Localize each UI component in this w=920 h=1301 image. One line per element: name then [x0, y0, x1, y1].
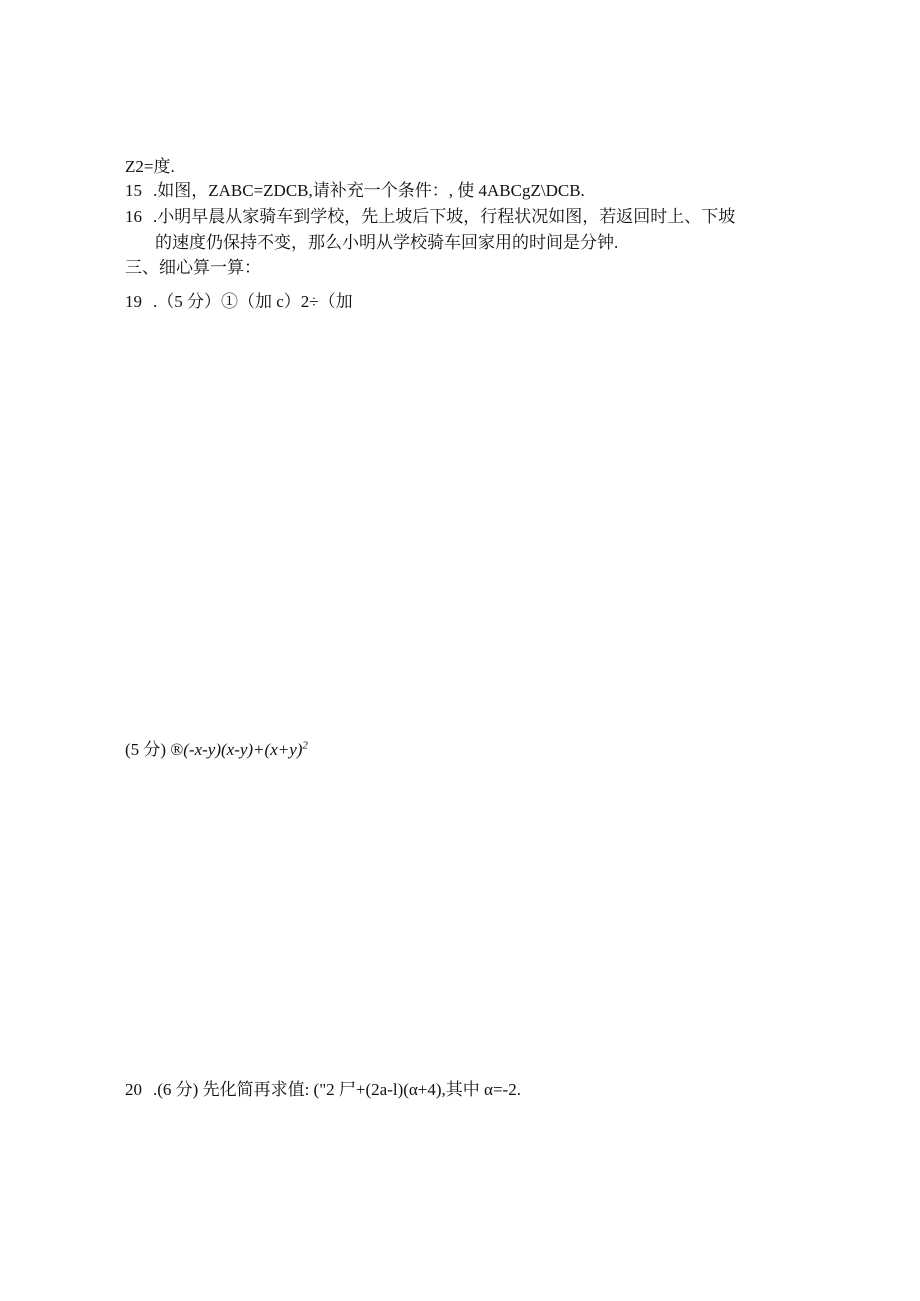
question-20-text: .(6 分) 先化简再求值: ("2 尸+(2a-l)(α+4),其中 α=-2. [153, 1080, 521, 1099]
question-16-line-2 [155, 232, 618, 254]
question-16-line-1 [125, 206, 735, 228]
question-16-text-2: 的速度仍保持不变，那么小明从学校骑车回家用的时间是分钟. [155, 233, 619, 252]
question-19-part-2 [125, 739, 308, 761]
q14-tail-text: Z2=度. [125, 157, 175, 176]
question-19-part-1-text: .（5 分）①（加 c）2÷（加 [153, 292, 353, 311]
question-19-part-2-exponent: 2 [302, 739, 308, 752]
question-16-text-1: .小明早晨从家骑车到学校，先上坡后下坡，行程状况如图，若返回时上、下坡 [153, 207, 736, 226]
question-20-number: 20 [125, 1080, 142, 1099]
question-15-text: .如图，ZABC=ZDCB,请补充一个条件：, 使 4ABCgZ\DCB. [153, 181, 585, 200]
question-16-number: 16 [125, 207, 142, 226]
question-19-part-2-expression: (-x-y)(x-y)+(x+y) [183, 740, 303, 759]
question-19-part-2-prefix: (5 分) ® [125, 740, 184, 759]
section-3-title-text: 三、细心算一算： [125, 258, 261, 277]
question-20 [125, 1079, 521, 1101]
question-15 [125, 180, 585, 202]
question-19-number: 19 [125, 292, 142, 311]
question-19-part-1 [125, 291, 353, 313]
section-3-title [125, 257, 261, 279]
question-15-number: 15 [125, 181, 142, 200]
q14-tail [125, 156, 175, 178]
